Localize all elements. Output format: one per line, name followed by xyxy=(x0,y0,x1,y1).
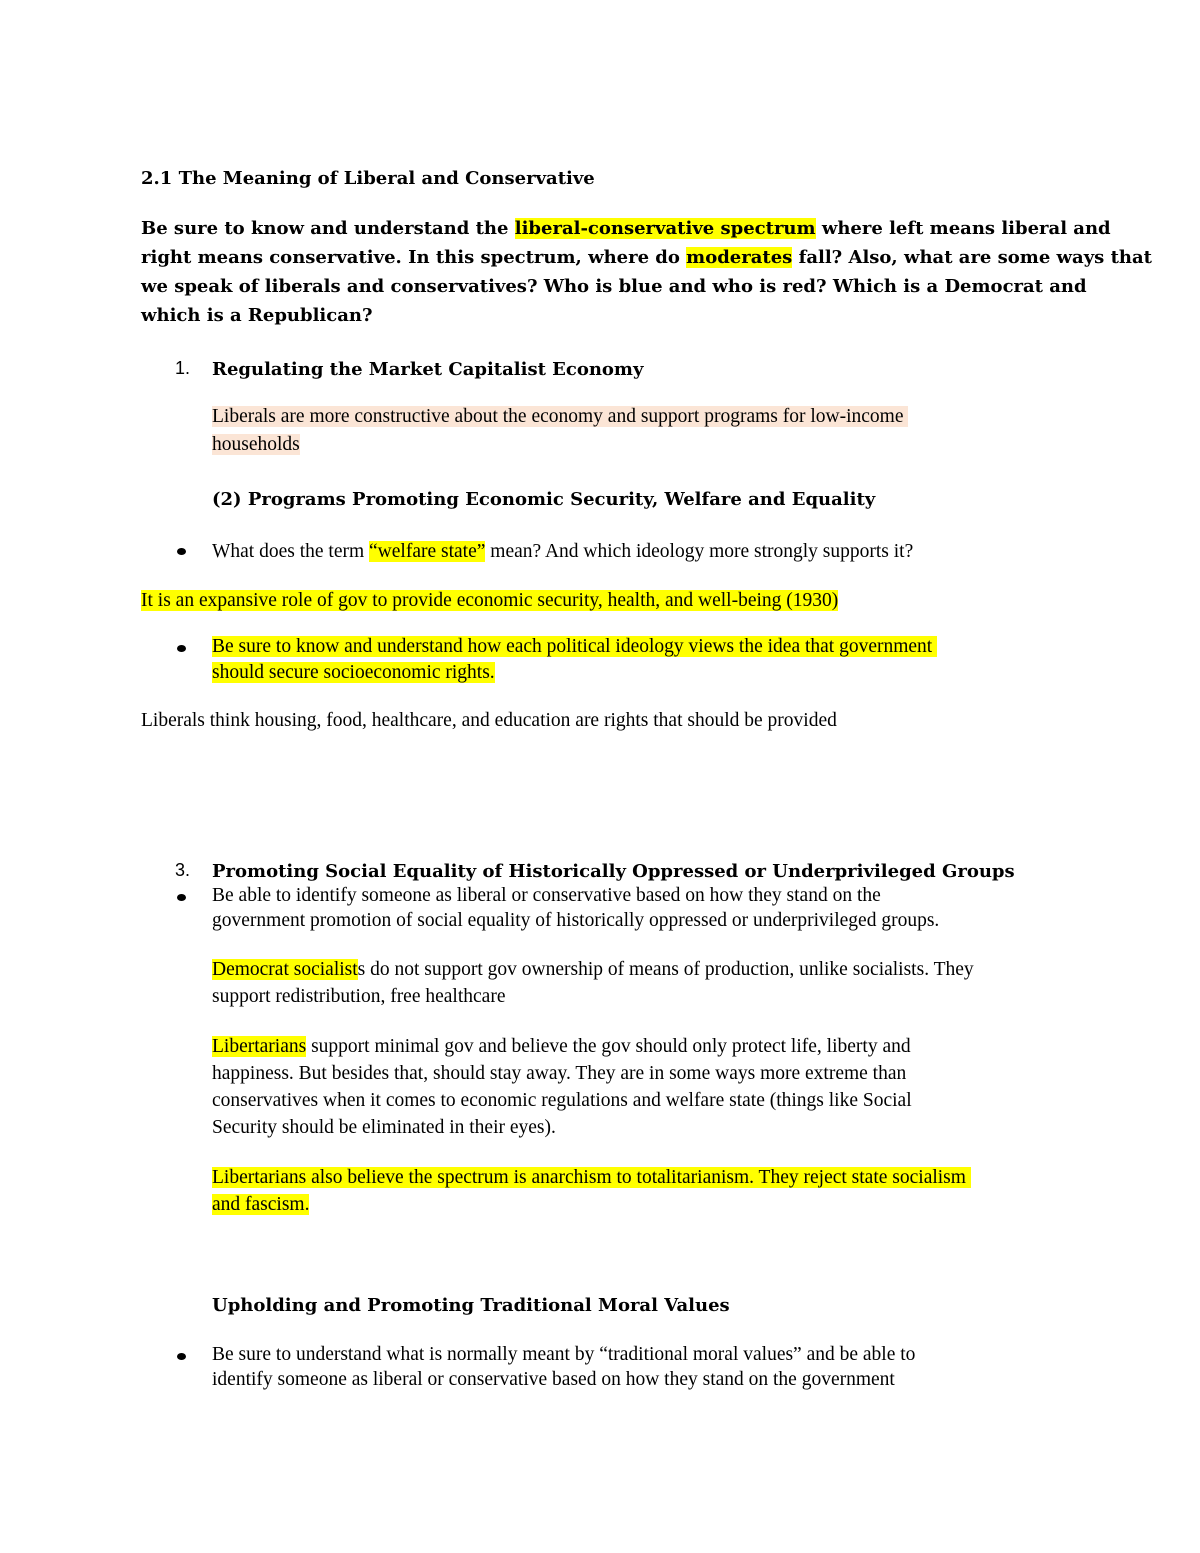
rights-question xyxy=(212,634,937,686)
section-3-heading: Promoting Social Equality of Historically Oppressed or Underprivileged Groups xyxy=(212,861,1015,882)
note-line-2: households xyxy=(212,434,300,455)
note-line-1: Liberals are more constructive about the economy and support programs for low-income xyxy=(212,406,904,427)
welfare-answer: It is an expansive role of gov to provide economic security, health, and well-being (1930) xyxy=(141,590,839,611)
highlight-welfare-state: “welfare state” xyxy=(369,541,486,562)
social-equality-question: Be able to identify someone as liberal or conservative based on how they stand on the government promotion of social equality of historically oppressed or underprivileged groups. xyxy=(212,885,940,931)
libertarian-spectrum-note: Libertarians also believe the spectrum is anarchism to totalitarianism. They reject state socialism and fascism. xyxy=(212,1164,971,1218)
section-1-number: 1. xyxy=(175,358,191,378)
intro-paragraph xyxy=(141,214,1152,330)
bullet-icon xyxy=(177,1353,186,1360)
bullet-icon xyxy=(177,894,186,901)
bullet-icon xyxy=(177,645,186,652)
rights-line-2: should secure socioeconomic rights. xyxy=(212,662,495,683)
rights-line-1: Be sure to know and understand how each political ideology views the idea that government xyxy=(212,636,933,657)
welfare-question: What does the term “welfare state” mean? And which ideology more strongly supports it? xyxy=(212,541,914,562)
democrat-socialist-note: Democrat socialists do not support gov ownership of means of production, unlike socialists. They support redistribution, free healthcare xyxy=(212,959,974,1007)
moral-values-question: Be sure to understand what is normally meant by “traditional moral values” and be able to identify someone as liberal or conservative based on how they stand on the government xyxy=(212,1344,916,1390)
intro-line-4: which is a Republican? xyxy=(141,305,373,326)
page-title: 2.1 The Meaning of Liberal and Conservative xyxy=(141,168,595,189)
section-2-heading: (2) Programs Promoting Economic Security, Welfare and Equality xyxy=(212,489,876,510)
intro-line-1: Be sure to know and understand the liberal-conservative spectrum where left means liberal and xyxy=(141,218,1111,239)
intro-line-2: right means conservative. In this spectrum, where do moderates fall? Also, what are some ways that xyxy=(141,247,1152,268)
bullet-icon xyxy=(177,548,186,555)
section-1-heading: Regulating the Market Capitalist Economy xyxy=(212,359,644,380)
section-1-note xyxy=(212,403,908,459)
highlight-libertarians: Libertarians xyxy=(212,1036,307,1057)
intro-line-3: we speak of liberals and conservatives? Who is blue and who is red? Which is a Democrat and xyxy=(141,276,1087,297)
highlight-spectrum: liberal-conservative spectrum xyxy=(514,218,816,239)
rights-answer: Liberals think housing, food, healthcare, and education are rights that should be provided xyxy=(141,710,837,731)
section-4-heading: Upholding and Promoting Traditional Moral Values xyxy=(212,1295,730,1316)
section-3-number: 3. xyxy=(175,860,191,880)
highlight-moderates: moderates xyxy=(686,247,793,268)
highlight-democrat-socialist: Democrat socialist xyxy=(212,959,358,980)
libertarian-note: Libertarians support minimal gov and believe the gov should only protect life, liberty and happiness. But besides that, should stay away. They are in some ways more extreme than conservatives when it comes to economic regulations and welfare state (things like Social Security should be eliminated in their eyes). xyxy=(212,1036,912,1138)
